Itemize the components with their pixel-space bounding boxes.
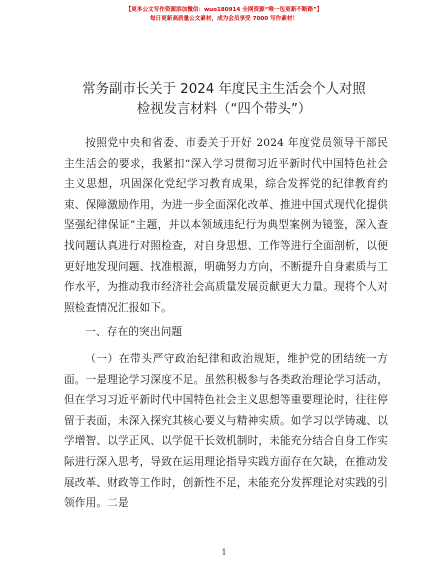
title-line-2: 检视发言材料（“四个带头”）: [136, 102, 312, 117]
section-heading: 一、存在的突出问题: [85, 326, 183, 339]
promo-banner-line-1: 【更多公文写作资源添加微信：wuo180914 全网资源“唯一包更新不断路”】: [125, 7, 323, 13]
title-line-1: 常务副市长关于 2024 年度民主生活会个人对照: [82, 82, 366, 97]
promo-banner: [0, 6, 448, 24]
intro-paragraph: 按照党中央和省委、市委关于开好 2024 年度党员领导干部民主生活会的要求，我紧扣“深入学习贯彻习近平新时代中国特色社会主义思想，巩固深化党纪学习教育成果，综合发挥党的纪律教育约束、保障激励作用，为进一步全面深化改革、推进中国式现代化提供坚强纪律保证”主题，并以本领域违纪行为典型案例为镜鉴，深入查找问题认真进行对照检查，对自身思想、工作等进行全面剖析，以便更好地发现问题、找准根源，明确努力方向，不断提升自身素质与工作水平，为推动我市经济社会高质量发展贡献更大力量。现将个人对照检查情况汇报如下。: [64, 137, 388, 314]
page-number: 1: [221, 548, 227, 557]
document-title: [40, 80, 408, 120]
promo-banner-line-2: 每日更新高质量公文素材，成为会员享受 7000 写作素材！: [149, 16, 299, 22]
document-body: [64, 133, 388, 514]
body-paragraph: （一）在带头严守政治纪律和政治规矩，维护党的团结统一方面。一是理论学习深度不足。虽然积极参与各类政治理论学习活动，但在学习习近平新时代中国特色社会主义思想等重要理论时，往往停留于表面，未深入探究其核心要义与精神实质。如学习以学铸魂、以学增智、以学正风、以学促干长效机制时，未能充分结合自身工作实际进行深入思考，导致在运用理论指导实践方面存在欠缺，在推动发展改革、财政等工作时，创新性不足，未能充分发挥理论对实践的引领作用。二是: [64, 352, 388, 510]
